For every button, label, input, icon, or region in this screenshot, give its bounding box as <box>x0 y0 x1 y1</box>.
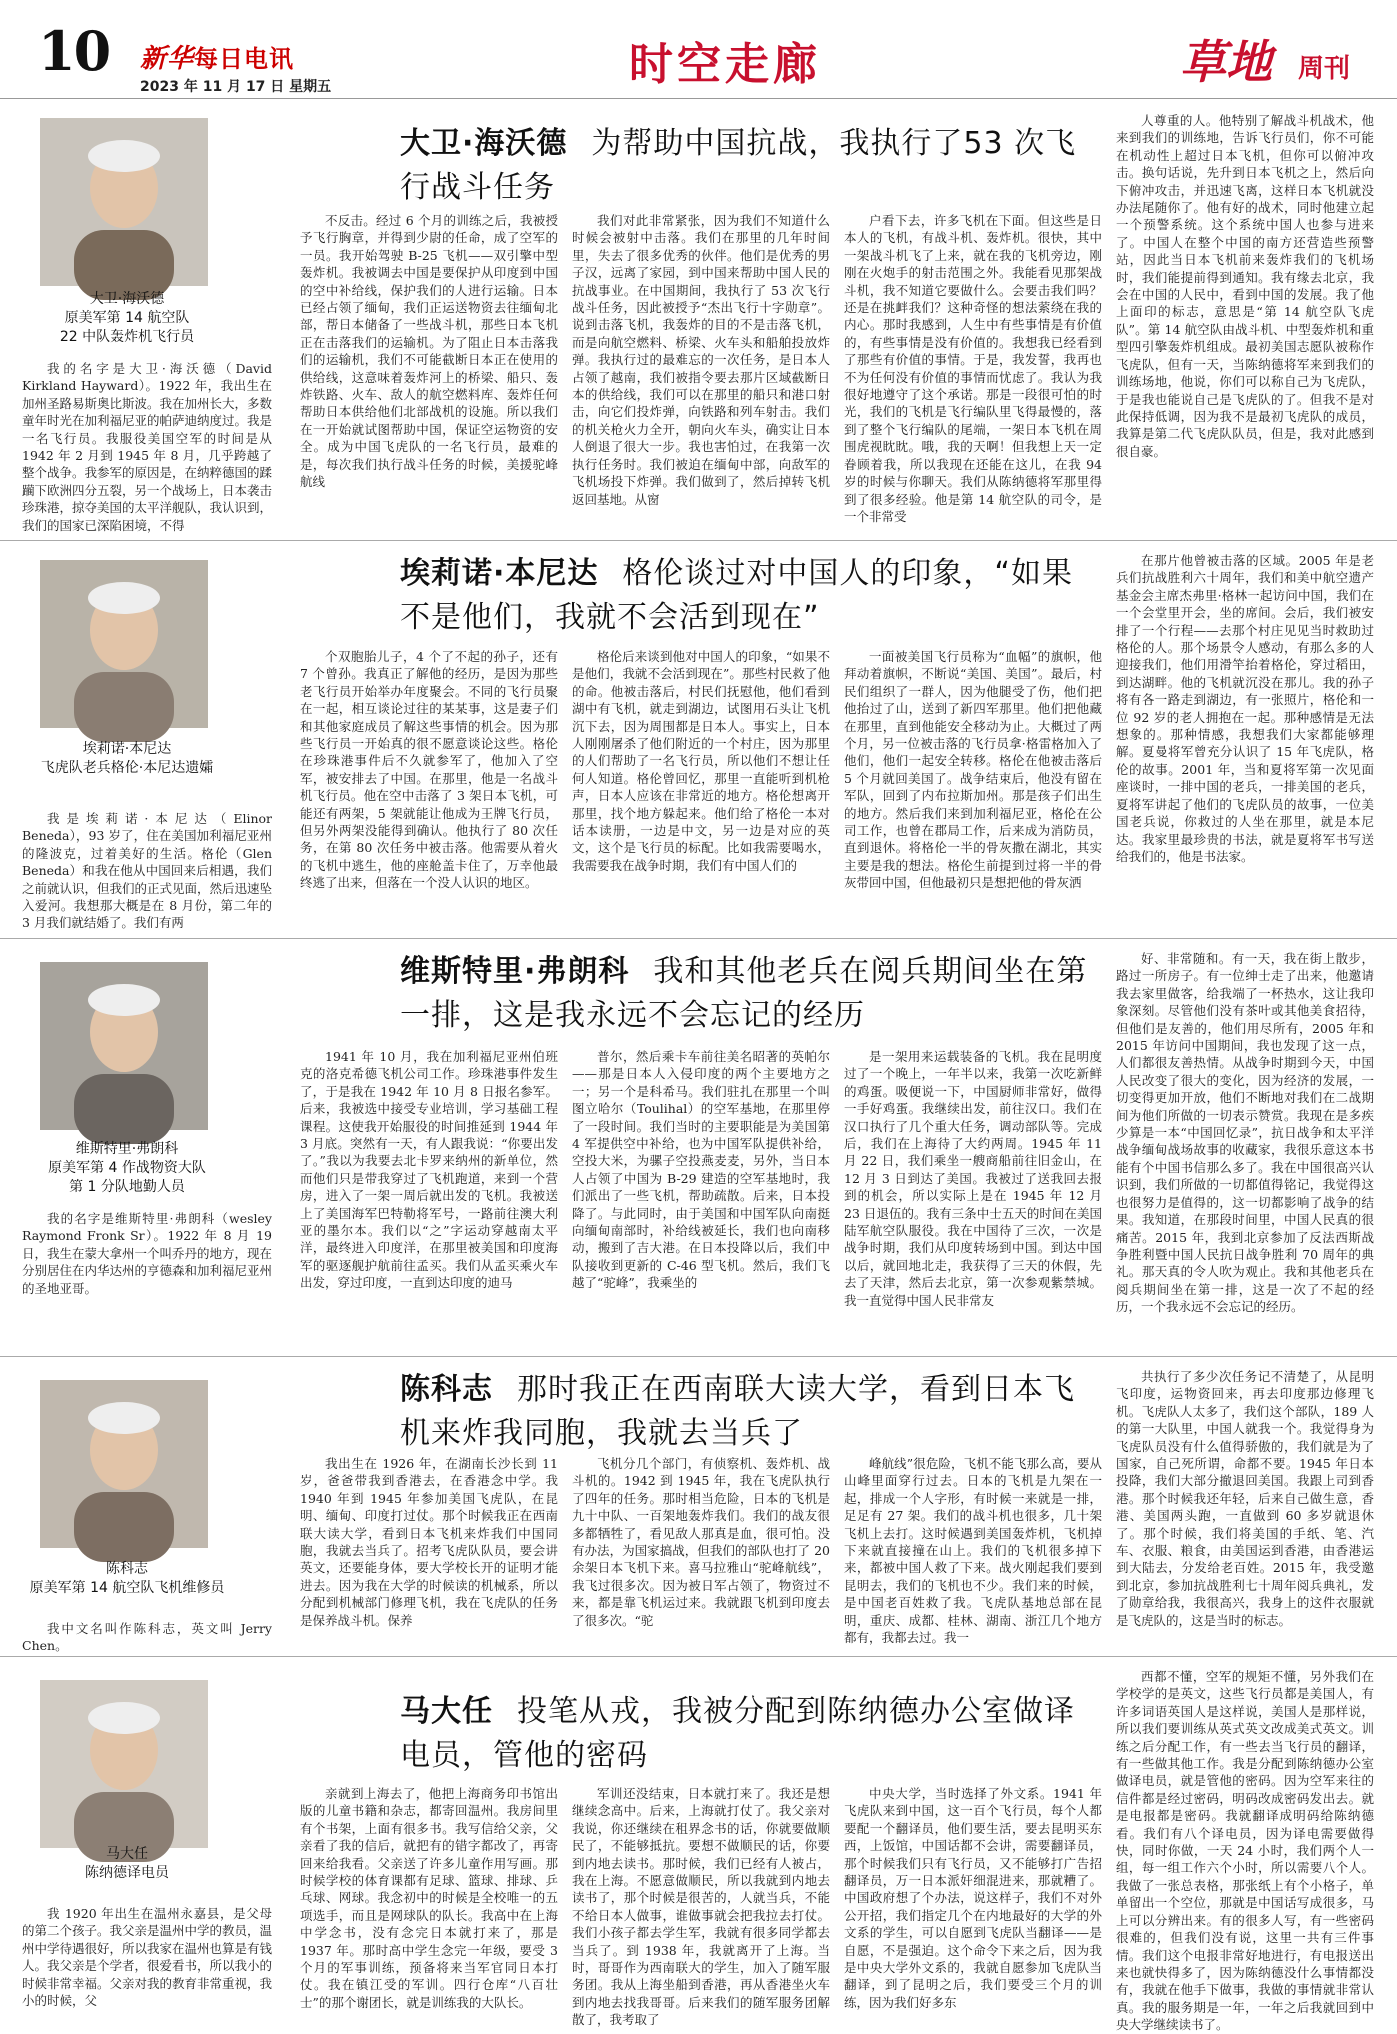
headline-name: 陈科志 <box>400 1372 493 1407</box>
article-column-2 <box>572 648 830 928</box>
article-intro <box>22 1905 272 2009</box>
column-paragraph: 个双胞胎儿子，4 个了不起的孙子，还有 7 个曾孙。我真正了解他的经历，是因为那些老飞行员开始举办年度聚会。不同的飞行员聚在一起，相互谈论过往的某某事，这是妻子们和其他家庭成员了解这些事情的机会。因为那些飞行员一开始真的很不愿意谈论这些。格伦在珍珠港事件后不久就参军了，他加入了空军，被安排去了中国。在那里，他是一名战斗机飞行员。他在空中击落了 3 架日本飞机，可能还有两架，5 架就能让他成为王牌飞行员，但另外两架没能得到确认。他执行了 80 次任务，在第 80 次任务中被击落。他需要从着火的飞机中逃生，他的座舱盖卡住了，万幸他最终逃了出来，但落在一个没人认识的地区。 <box>300 649 558 891</box>
portrait-caption <box>22 290 232 347</box>
column-paragraph: 是一架用来运载装备的飞机。我在昆明度过了一个晚上，一年半以来，我第一次吃新鲜的鸡蛋。吸便说一下，中国厨师非常好，做得一手好鸡蛋。我继续出发，前往汉口。我们在汉口执行了几个重大任务，调动部队等。完成后，我们在上海待了大约两周。1945 年 11 月 22 日，我们乘坐一艘商船前往旧金山，在 12 月 3 日到达了美国。我被过了送我回去报到的机会，所以实际上是在 1945 年 12 月 23 日退伍的。我有三条中士五天的时间在美国陆军航空队服役。我在中国待了三次，一次是战争时期，我们从印度转场到中国。到达中国以后，就回地北走，我获得了三天的休假，先去了天津，然后去北京，第一次参观紫禁城。我一直觉得中国人民非常友 <box>844 1049 1102 1308</box>
article-column-4 <box>1116 552 1374 928</box>
intro-paragraph: 我中文名叫作陈科志，英文叫 Jerry Chen。 <box>22 1621 272 1654</box>
page-number: 10 <box>38 19 110 83</box>
intro-paragraph: 我是埃莉诺·本尼达（Elinor Beneda），93 岁了，住在美国加利福尼亚州的隆波克，过着美好的生活。格伦（Glen Beneda）和我在他从中国回来后相遇，我们之前就认识，但我们的正式见面，然后迅速坠入爱河。我想那大概是在 8 月份，第二年的 3 月我们就结婚了。我们有两 <box>22 811 273 931</box>
column-paragraph: 人尊重的人。他特别了解战斗机战术，他来到我们的训练地，告诉飞行员们，你不可能在机动性上超过日本飞机，但你可以俯冲攻击。换句话说，先升到日本飞机之上，然后向下俯冲攻击，并迅速飞离，这样日本飞机就没办法尾随你了。他有好的战术，同时他建立起一个预警系统。这个系统中国人也参与进来了。中国人在整个中国的南方还营造些预警站，因此当日本飞机前来轰炸我们的飞机场时，我们能提前得到通知。我有缘去北京，我会在中国的人民中，看到中国的发展。我了他上面印的标志，意思是“第 14 航空队飞虎队”。第 14 航空队由战斗机、中型轰炸机和重型四引擎轰炸机组成。最初美国志愿队被称作飞虎队，但有一天，当陈纳德将军来到我们的训练场地，他说，你们可以称自己为飞虎队，于是我也能说自己是飞虎队的了。但我不是对此保持低调，因为我不是最初飞虎队的成员，我算是第二代飞虎队队员，但是，我对此感到很自豪。 <box>1116 113 1374 459</box>
section-divider <box>0 938 1397 939</box>
article-column-3 <box>844 212 1102 530</box>
article-column-3 <box>844 1785 1102 2011</box>
column-paragraph: 亲就到上海去了，他把上海商务印书馆出版的儿童书籍和杂志，都寄回温州。我房间里有个书架，上面有很多书。我写信给父亲，父亲看了我的信后，就把有的错字都改了，再寄回来给我看。父亲送了许多儿童作用写画。那时候学校的体育课都有足球、篮球、排球、乒乓球、网球。我念初中的时候是全校唯一的五项选手，而且是网球队的队长。我高中在上海中学念书，没有念完日本就打来了，那是 1937 年。那时高中学生念完一年级，要受 3 个月的军事训练，预备将来当军官同日本打仗。我在镇江受的军训。四行仓库“八百壮士”的那个谢团长，就是训练我的大队长。 <box>300 1786 558 2010</box>
intro-paragraph: 我的名字是大卫·海沃德（David Kirkland Hayward）。1922 年，我出生在加州圣路易斯奥比斯波。我在加州长大，多数童年时光在加利福尼亚的帕萨迪纳度过。我是一名飞行员。我服役美国空军的时间是从 1942 年 2 月到 1945 年 8 月，几乎跨越了整个战争。我参军的原因是，在纳粹德国的蹂躏下欧洲四分五裂，另一个战场上，日本袭击珍珠港，掠夺美国的太平洋舰队，我认识到，我们的国家已深陷困境，不得 <box>22 361 273 533</box>
article-headline <box>400 552 1100 640</box>
portrait-photo <box>40 118 208 286</box>
article-column-3 <box>844 1455 1102 1646</box>
brand-main: 草地 <box>1180 35 1272 89</box>
headline-name: 埃莉诺·本尼达 <box>400 556 599 591</box>
caption-caption-name: 大卫·海沃德 <box>89 291 165 307</box>
headline-text: 那时我正在西南联大读大学，看到日本飞机来炸我同胞，我就去当兵了 <box>400 1372 1075 1451</box>
portrait-photo <box>40 962 208 1130</box>
section-divider <box>0 1356 1397 1357</box>
article-intro <box>22 1210 272 1344</box>
caption-caption-name: 埃莉诺·本尼达 <box>82 741 172 757</box>
portrait-photo <box>40 560 208 728</box>
headline-text: 格伦谈过对中国人的印象，“如果不是他们，我就不会活到现在” <box>400 556 1073 635</box>
brand-sub: 周刊 <box>1298 54 1351 84</box>
caption-caption-name: 维斯特里·弗朗科 <box>75 1141 179 1157</box>
caption-caption-role1: 原美军第 4 作战物资大队 <box>48 1160 206 1176</box>
caption-caption-name: 马大任 <box>106 1846 148 1862</box>
column-paragraph: 西都不懂，空军的规矩不懂，另外我们在学校学的是英文，这些飞行员都是美国人，有许多词语英国人是这样说，美国人是那样说，所以我们要训练从英式英文改成美式英文。训练之后分配工作，有一些去当飞行员的翻译，有一些做其他工作。我是分配到陈纳德办公室做译电员，就是管他的密码。因为空军来往的信件都是经过密码，明码改成密码发出去。就是电报都是密码。我就翻译成明码给陈纳德看。我们有八个译电员，因为译电需要做得快，同时你做，一天 24 小时，我们两个人一组，每一组工作六个小时，所以需要八个人。我做了一张总表格，那张纸上有个小格子，单单留出一个空位，那就是中国话写成很多，马上可以分辨出来。有的很多人写，有一些密码很难的，但我们没有说，这里一共有三件事情。我们这个电报非常好地进行，有电报送出来也就快得多了，因为陈纳德没什么事情都没有，我就在他手下做事，我做的事情就非常认真。我的服务期是一年，一年之后我就回到中央大学继续读书了。 <box>1116 1669 1374 2033</box>
caption-caption-role2: 第 1 分队地勤人员 <box>69 1179 185 1195</box>
newspaper-logo <box>140 38 300 72</box>
column-paragraph: 中央大学，当时选择了外文系。1941 年飞虎队来到中国，这一百个飞行员，每个人都要配一个翻译员，他们要生活，要去昆明买东西，上饭馆，中国话都不会讲，需要翻译员，那个时候我们只有飞行员，又不能够打广告招翻译员，万一日本派奸细混进来，那就糟了。中国政府想了个办法，说这样子，我们不对外公开招，我们指定几个在内地最好的大学的外文系的学生，可以自愿到飞虎队当翻译——是自愿，不是强迫。这个命令下来之后，因为我是中央大学外文系的，我就自愿参加飞虎队当翻译，到了昆明之后，我们要受三个月的训练，因为我们好多东 <box>844 1786 1102 2010</box>
caption-caption-role1: 原美军第 14 航空队 <box>64 310 190 326</box>
article-column-3 <box>844 648 1102 928</box>
article-intro <box>22 810 273 931</box>
article-column-2 <box>572 212 830 530</box>
logo-sub: 每日电讯 <box>194 44 295 73</box>
article-column-1 <box>300 1455 558 1646</box>
article-column-4 <box>1116 1668 1374 2033</box>
article-column-4 <box>1116 112 1374 530</box>
column-paragraph: 在那片他曾被击落的区域。2005 年是老兵们抗战胜利六十周年，我们和美中航空遗产基金会主席杰弗里·格林一起访问中国，我们在一个会堂里开会，坐的席间。会后，我们被安排了一个行程——去那个村庄见见当时救助过格伦的人。那个场景令人感动，有那么多的人迎接我们，他们用滑竿抬着格伦，穿过稻田，到达湖畔。他的飞机就沉没在那儿。我的孙子将有各一路走到湖边，有一张照片，格伦和一位 92 岁的老人拥抱在一起。那种感情是无法想象的。那种情感，我想我们大家都能够理解。夏曼将军曾充分认识了 15 年飞虎队，格伦的故事。2001 年，当和夏将军第一次见面座谈时，一排中国的老兵，一排美国的老兵，夏将军讲起了他们的飞虎队员的故事，一位美国老兵说，你救过的人坐在那里，就是本尼达。我家里最珍贵的书法，就是夏将军书写送给我们的，他是书法家。 <box>1116 553 1374 864</box>
caption-caption-name: 陈科志 <box>106 1561 148 1577</box>
masthead-rule <box>0 98 1397 99</box>
headline-name: 大卫·海沃德 <box>400 126 568 161</box>
column-paragraph: 共执行了多少次任务记不清楚了，从昆明飞印度，运物资回来，再去印度那边修理飞机。飞虎队人太多了，我们这个部队，189 人的第一大队里，中国人就我一个。我觉得身为飞虎队员没有什么值得骄傲的，我们就是为了国家，自己死所谓，命都不要。1945 年日本投降，我们大部分撤退回美国。我跟上司到香港。那个时候我还年轻，后来自己做生意，香港、美国两头跑，一直做到 60 多岁就退休了。那个时候，我们将美国的手纸、笔、汽车、衣服、粮食，由美国运到香港，由香港运到大陆去，分发给老百姓。2015 年，我受邀到北京，参加抗战胜利七十周年阅兵典礼，发了勋章给我，我很高兴，我身上的这件衣服就是飞虎队的，这是当时的标志。 <box>1116 1369 1374 1628</box>
caption-caption-role1: 飞虎队老兵格伦·本尼达遗孀 <box>40 760 214 776</box>
intro-paragraph: 我的名字是维斯特里·弗朗科（wesley Raymond Fronk Sr）。1922 年 8 月 19 日，我生在蒙大拿州一个叫乔丹的地方，现在分别居住在内华达州的亨德森和加利福尼亚州的圣地亚哥。 <box>22 1211 273 1296</box>
article-column-1 <box>300 212 558 530</box>
column-paragraph: 好、非常随和。有一天，我在街上散步，路过一所房子。有一位绅士走了出来，他邀请我去家里做客，给我端了一杯热水，这让我印象深刻。尽管他们没有茶叶或其他美食招待，但他们是友善的，他们用尽所有，2005 年和 2015 年访问中国期间，我也发现了这一点，人们都很友善热情。从战争时期到今天，中国人民改变了很大的变化，因为经济的发展，一切变得更加开放，他们不断地对我们在二战期间为他们所做的一切表示赞赏。我现在是多疾少算是一本“中国回忆录”，抗日战争和太平洋战争缅甸战场故事的收藏家，我很乐意这本书能有个中国书信那么多了。我在中国很高兴认识到，我们所做的一切都值得铭记，我觉得这也很努力是值得的，这一切都影响了战争的结果。我知道，在那段时间里，中国人民真的很痛苦。2015 年，我到北京参加了反法西斯战争胜利暨中国人民抗日战争胜利 70 周年的典礼。那天真的令人吹为观止。我和其他老兵在阅兵期间坐在第一排，这是一次了不起的经历，一个我永远不会忘记的经历。 <box>1116 951 1374 1315</box>
article-column-2 <box>572 1785 830 2028</box>
column-paragraph: 1941 年 10 月，我在加利福尼亚州伯班克的洛克希德飞机公司工作。珍珠港事件发生了，于是我在 1942 年 10 月 8 日报名参军。后来，我被选中接受专业培训，学习基础工程课程。这使我开始服役的时间推延到 1944 年 3 月底。突然有一天，有人跟我说：“你要出发了。”我以为我要去北卡罗来纳州的新单位，然而他们只是带我穿过了飞机跑道，来到一个营房，进入了一架一周后就出发的飞机。我被送上了美国海军巴特勒将军号，一路前往澳大利亚的墨尔本。我们以“之”字运动穿越南太平洋，最终进入印度洋，在那里被美国和印度海军的驱逐舰护航前往孟买。我们从孟买乘火车出发，穿过印度，一直到达印度的迪马 <box>300 1049 558 1291</box>
caption-caption-role2: 22 中队轰炸机飞行员 <box>59 329 195 345</box>
section-title: 时空走廊 <box>629 39 821 90</box>
headline-name: 维斯特里·弗朗科 <box>400 954 630 989</box>
column-paragraph: 普尔，然后乘卡车前往美名昭著的英帕尔——那是日本人入侵印度的两个主要地方之一；另一个是科希马。我们驻扎在那里一个叫图立哈尔（Toulihal）的空军基地，在那里停了一段时间。我们当时的主要职能是为美国第 4 军提供空中补给，也为中国军队提供补给，空投大米，为骡子空投燕麦麦，另外，当日本人占领了中国为 B-29 建造的空军基地时，我们派出了一些飞机，帮助疏散。后来，日本投降了。与此同时，由于美国和中国军队向南挺向缅甸南部时，补给线被延长，我们也向南移动，搬到了吉大港。在日本投降以后，我们中队接收到更新的 C-46 型飞机。然后，我们飞越了“驼峰”，我乘坐的 <box>572 1049 830 1291</box>
article-headline <box>400 1368 1100 1456</box>
column-paragraph: 飞机分几个部门，有侦察机、轰炸机、战斗机的。1942 到 1945 年，我在飞虎队执行了四年的任务。那时相当危险，日本的飞机是九十中队、一百架地轰炸我们。我们的战友很多都牺牲了，看见敌人那真是血，很可怕。没有办法，为国家搞战，但我们的部队也打了 20 余架日本飞机下来。喜马拉雅山“驼峰航线”，我飞过很多次。因为被日军占领了，物资过不来，都是靠飞机运过来。我就跟飞机到印度去了很多次。“驼 <box>572 1456 830 1628</box>
portrait-caption <box>22 1560 232 1598</box>
article-column-1 <box>300 1785 558 2011</box>
section-divider <box>0 1656 1397 1657</box>
headline-text: 为帮助中国抗战，我执行了53 次飞行战斗任务 <box>400 126 1077 205</box>
column-paragraph: 军训还没结束，日本就打来了。我还是想继续念高中。后来，上海就打仗了。我父亲对我说，你还继续在租界念书的话，你就要做顺民了，不能够抵抗。要想不做顺民的话，你要到内地去读书。那时候，我们已经有人被占，我在上海。不愿意做顺民，所以我就到内地去读书了，那个时候是很苦的，人就当兵，不能不给日本人做事，谁做事就会把我拉去打仗。我们小孩子都去学生军，我就有很多同学都去当兵了。到 1938 年，我就离开了上海。当时，哥哥作为西南联大的学生，加入了随军服务团。我从上海坐船到香港，再从香港坐火车到内地去找我哥哥。后来我们的随军服务团解散了，我考取了 <box>572 1786 830 2028</box>
article-column-3 <box>844 1048 1102 1346</box>
caption-caption-role1: 原美军第 14 航空队飞机维修员 <box>29 1580 225 1596</box>
portrait-photo <box>40 1680 208 1848</box>
column-paragraph: 峰航线”很危险，飞机不能飞那么高，要从山峰里面穿行过去。日本的飞机是九架在一起，排成一个人字形，有时候一来就是一排，足足有 27 架。我们的战斗机也很多，几十架飞机上去打。这时候遇到美国轰炸机，飞机掉下来就直接撞在山上。我们的飞机很多掉下来，都被中国人救了下来。战火刚起我们要到昆明去，我们的飞机也不少。我们来的时候，是中国老百姓救了我。飞虎队基地总部在昆明，重庆、成都、桂林、湖南、浙江几个地方都有，我都去过。我一 <box>844 1456 1102 1646</box>
issue-date: 2023 年 11 月 17 日 星期五 <box>140 79 332 95</box>
article-column-2 <box>572 1455 830 1646</box>
headline-text: 投笔从戎，我被分配到陈纳德办公室做译电员，管他的密码 <box>400 1694 1075 1773</box>
column-paragraph: 不反击。经过 6 个月的训练之后，我被授予飞行胸章，并得到少尉的任命，成了空军的一员。我开始驾驶 B-25 飞机——双引擎中型轰炸机。我被调去中国是要保护从印度到中国的空中补给线，保护我们的人进行运输。日本已经占领了缅甸，我们正运送物资去往缅甸北部，帮日本储备了一些战斗机，那些日本飞机正在击落我们的运输机。为了阻止日本击落我们的运输机，我们不可能截断日本正在使用的供给线，这意味着轰炸河上的桥梁、船只、轰炸铁路、火车、敌人的航空燃料库、轰炸任何帮助日本供给他们北部战机的设施。所以我们在一开始就试图帮助中国，保证空运物资的安全。成为中国飞虎队的一名飞行员，最难的是，每次我们执行战斗任务的时候，美援驼峰航线 <box>300 213 558 490</box>
article-headline <box>400 122 1100 210</box>
article-column-4 <box>1116 1368 1374 1646</box>
column-paragraph: 我们对此非常紧张，因为我们不知道什么时候会被射中击落。我们在那里的几年时间里，失去了很多优秀的伙伴。他们是优秀的男子汉，远离了家园，到中国来帮助中国人民的抗战事业。在中国期间，我执行了 53 次飞行战斗任务，因此被授予“杰出飞行十字勋章”。说到击落飞机，我轰炸的目的不是击落飞机，而是向航空燃料、桥梁、火车头和船舶投放炸弹。我执行过的最难忘的一次任务，是日本人占领了越南，我们被指令要去那片区域截断日本的供给线，我们可以在那里的船只和港口射击，向它们投炸弹，向铁路和列车射击。我们的机关枪火力全开，朝向火车头，确实让日本人倒退了很大一步。我也害怕过，在我第一次执行任务时。我们被迫在缅甸中部，向敌军的飞机场投下炸弹。我们做到了，然后掉转飞机返回基地。从窗 <box>572 213 830 507</box>
column-paragraph: 户看下去，许多飞机在下面。但这些是日本人的飞机，有战斗机、轰炸机。很快，其中一架战斗机飞了上来，就在我的飞机旁边，刚刚在火炮手的射击范围之外。我能看见那架战斗机，我不知道它要做什么。会要击我们吗？还是在挑衅我们？这种奇怪的想法萦绕在我的内心。那时我感到，人生中有些事情是有价值的，有些事情是没有价值的。我想我已经看到了那些有价值的事情。于是，我发誓，我再也不为任何没有价值的事情而忧虑了。我认为我很好地遵守了这个承诺。那是一段很可怕的时光，我们的飞机是飞行编队里飞得最慢的，落到了整个飞行编队的尾端，一架日本飞机在周围虎视眈眈。哦，我的天啊！但我想上天一定眷顾着我，所以我现在还能在这儿，在我 94 岁的时候与你聊天。我们从陈纳德将军那里得到了很多经验。他是第 14 航空队的司令，是一个非常受 <box>844 213 1102 524</box>
logo-main: 新华 <box>140 44 195 74</box>
intro-paragraph: 我 1920 年出生在温州永嘉县，是父母的第二个孩子。我父亲是温州中学的教员，温州中学待遇很好，所以我家在温州也算是有钱人。我父亲是个学者，很爱看书，所以我小的时候非常幸福。父亲对我的教育非常重视，我小的时候，父 <box>22 1906 273 2009</box>
article-intro <box>22 1620 272 1654</box>
caption-caption-role1: 陈纳德译电员 <box>85 1865 169 1881</box>
weekly-brand <box>1180 26 1370 89</box>
column-paragraph: 我出生在 1926 年，在湖南长沙长到 11 岁，爸爸带我到香港去，在香港念中学。我 1940 年到 1945 年参加美国飞虎队，在昆明、缅甸、印度打过仗。那个时候我正在西南联大读大学，看到日本飞机来炸我们中国同胞，我就去当兵了。招考飞虎队队员，要会讲英文，还要能身体，要大学校长开的证明才能进去。因为我在大学的时候读的机械系，所以分配到机械部门修理飞机，我在飞虎队的任务是保养战斗机。保养 <box>300 1456 558 1628</box>
article-column-1 <box>300 1048 558 1346</box>
article-column-1 <box>300 648 558 928</box>
article-column-4 <box>1116 950 1374 1346</box>
headline-name: 马大任 <box>400 1694 493 1729</box>
portrait-photo <box>40 1380 208 1548</box>
column-paragraph: 格伦后来谈到他对中国人的印象，“如果不是他们，我就不会活到现在”。那些村民救了他的命。他被击落后，村民们抚慰他，他们看到湖中有飞机，就走到湖边，试图用石头让飞机沉下去，因为周围都是日本人。事实上，日本人刚刚屠杀了他们附近的一个村庄，因为那里的人们帮助了一名飞行员，所以他们不想让任何人知道。格伦曾回忆，那里一直能听到机枪声，日本人应该在非常近的地方。格伦想离开那里，找个地方躲起来。他们给了格伦一本对话本读册，一边是中文，另一边是对应的英文，这个是飞行员的标配。比如我需要喝水，我需要我在战争时期，我们有中国人们的 <box>572 649 830 873</box>
portrait-caption <box>22 740 232 778</box>
section-divider <box>0 540 1397 541</box>
article-intro <box>22 360 273 533</box>
article-headline <box>400 1690 1100 1778</box>
headline-text: 我和其他老兵在阅兵期间坐在第一排，这是我永远不会忘记的经历 <box>400 954 1088 1033</box>
article-headline <box>400 950 1100 1038</box>
article-column-2 <box>572 1048 830 1346</box>
portrait-caption <box>22 1845 232 1883</box>
column-paragraph: 一面被美国飞行员称为“血幅”的旗帜，他拜动着旗帜，不断说“美国、美国”。最后，村民们组织了一群人，因为他腿受了伤，他们把他抬过了山，送到了新四军那里。他们把他藏在那里，直到他能安全移动为止。大概过了两个月，另一位被击落的飞行员拿·格雷格加入了他们，他们一起安全转移。格伦在他被击落后 5 个月就回美国了。战争结束后，他没有留在军队，回到了内布拉斯加州。那是孩子们出生的地方。然后我们来到加利福尼亚，格伦在公司工作，也曾在郡局工作，后来成为消防员，直到退休。将格伦一半的骨灰撒在湖北，其实主要是我的想法。格伦生前提到过将一半的骨灰带回中国，但他最初只是想把他的骨灰洒 <box>844 649 1102 891</box>
portrait-caption <box>22 1140 232 1197</box>
